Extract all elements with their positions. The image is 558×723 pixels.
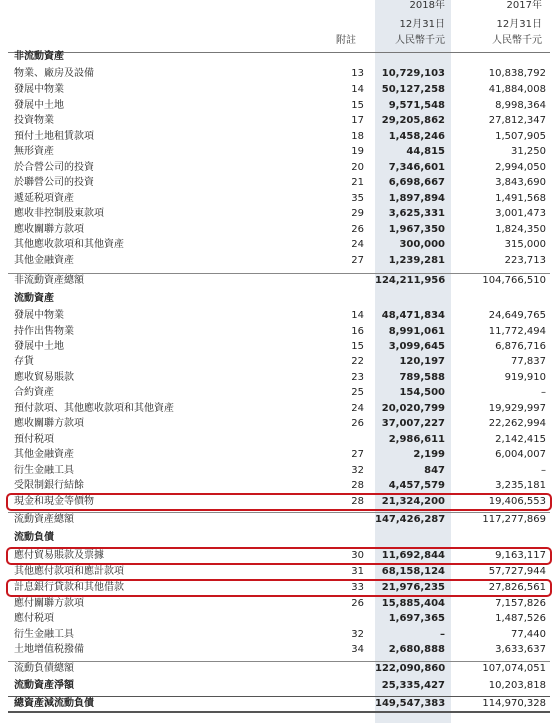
- row-note: 21: [351, 177, 364, 188]
- row-label: 流動負債總額: [14, 663, 74, 674]
- value-2018: 1,458,246: [388, 131, 445, 142]
- line-item-row: [8, 114, 550, 128]
- row-label: 土地增值税撥備: [14, 644, 84, 655]
- row-label: 非流動資產總額: [14, 275, 84, 286]
- value-2017: 77,837: [511, 356, 546, 367]
- value-2018: 21,976,235: [381, 582, 445, 593]
- total-row: [8, 273, 550, 288]
- row-label: 其他應付款項和應計款項: [14, 566, 124, 577]
- value-2017: 10,838,792: [488, 68, 546, 79]
- row-label: 計息銀行貸款和其他借款: [14, 582, 124, 593]
- row-label: 存貨: [14, 356, 34, 367]
- row-label: 發展中物業: [14, 84, 64, 95]
- row-label: 發展中土地: [14, 100, 64, 111]
- value-2017: 1,487,526: [495, 613, 546, 624]
- value-2017: 27,812,347: [488, 115, 546, 126]
- line-item-row: [8, 130, 550, 144]
- value-2017: 7,157,826: [495, 598, 546, 609]
- line-item-row: [8, 83, 550, 97]
- row-note: 28: [351, 496, 364, 507]
- line-item-row: [8, 417, 550, 431]
- value-2017: 3,001,473: [495, 208, 546, 219]
- value-2018: 120,197: [399, 356, 445, 367]
- row-label: 預付土地租賃款項: [14, 131, 94, 142]
- row-label: 其他應收款項和其他資產: [14, 239, 124, 250]
- value-2018: 21,324,200: [381, 496, 445, 507]
- value-2018: 154,500: [399, 387, 445, 398]
- column-2018-date: 12月31日: [399, 18, 445, 30]
- value-2018: 1,239,281: [388, 255, 445, 266]
- column-2017-date: 12月31日: [496, 18, 542, 30]
- value-2017: 1,491,568: [495, 193, 546, 204]
- value-2018: 789,588: [399, 372, 445, 383]
- row-label: 流動資產總額: [14, 514, 74, 525]
- highlight-box: [6, 579, 552, 597]
- line-item-row: [8, 479, 550, 493]
- line-item-row: [8, 340, 550, 354]
- value-2017: 8,998,364: [495, 100, 546, 111]
- row-label: 應收關聯方款項: [14, 224, 84, 235]
- line-item-row: [8, 371, 550, 385]
- total-row: [8, 679, 550, 693]
- row-label: 投資物業: [14, 115, 54, 126]
- row-note: 26: [351, 598, 364, 609]
- row-note: 25: [351, 387, 364, 398]
- value-2018: 300,000: [399, 239, 445, 250]
- value-2017: 6,004,007: [495, 449, 546, 460]
- row-note: 17: [351, 115, 364, 126]
- row-note: 26: [351, 418, 364, 429]
- section-heading: [8, 292, 550, 306]
- value-2017: 315,000: [504, 239, 546, 250]
- row-label: 應付税項: [14, 613, 54, 624]
- row-note: 29: [351, 208, 364, 219]
- line-item-row: [8, 597, 550, 611]
- value-2017: 6,876,716: [495, 341, 546, 352]
- value-2018: 44,815: [406, 146, 445, 157]
- row-note: 31: [351, 566, 364, 577]
- line-item-row: [8, 565, 550, 579]
- value-2017: 77,440: [511, 629, 546, 640]
- row-note: 14: [351, 84, 364, 95]
- line-item-row: [8, 355, 550, 369]
- line-item-row: [8, 643, 550, 657]
- column-2018-year: 2018年: [409, 0, 445, 11]
- row-note: 35: [351, 193, 364, 204]
- value-2018: 2,986,611: [388, 434, 445, 445]
- value-2017: 11,772,494: [488, 326, 546, 337]
- value-2018: 6,698,667: [388, 177, 445, 188]
- line-item-row: [8, 238, 550, 252]
- row-label: 無形資產: [14, 146, 54, 157]
- value-2018: 50,127,258: [381, 84, 445, 95]
- section-heading: [8, 50, 550, 64]
- row-label: 應付關聯方款項: [14, 598, 84, 609]
- value-2018: 2,199: [413, 449, 445, 460]
- value-2017: 3,235,181: [495, 480, 546, 491]
- value-2017: 1,824,350: [495, 224, 546, 235]
- line-item-row: [8, 628, 550, 642]
- value-2018: 1,967,350: [388, 224, 445, 235]
- line-item-row: [8, 325, 550, 339]
- row-note: 30: [351, 550, 364, 561]
- row-label: 衍生金融工具: [14, 629, 74, 640]
- row-note: 15: [351, 100, 364, 111]
- row-note: 34: [351, 644, 364, 655]
- value-2017: 223,713: [504, 255, 546, 266]
- value-2018: 149,547,383: [375, 698, 446, 709]
- row-note: 22: [351, 356, 364, 367]
- highlight-box: [6, 493, 552, 511]
- value-2018: 8,991,061: [388, 326, 445, 337]
- value-2017: 41,884,008: [488, 84, 546, 95]
- line-item-row: [8, 612, 550, 626]
- row-label: 於聯營公司的投資: [14, 177, 94, 188]
- value-2018: 7,346,601: [388, 162, 445, 173]
- row-label: 應付貿易賬款及票據: [14, 550, 104, 561]
- value-2017: 22,262,994: [488, 418, 546, 429]
- line-item-row: [8, 309, 550, 323]
- value-2017: 2,994,050: [495, 162, 546, 173]
- row-note: 27: [351, 255, 364, 266]
- row-label: 持作出售物業: [14, 326, 74, 337]
- row-note: 27: [351, 449, 364, 460]
- value-2018: 147,426,287: [375, 514, 446, 525]
- row-note: 15: [351, 341, 364, 352]
- value-2018: 10,729,103: [381, 68, 445, 79]
- value-2018: 9,571,548: [388, 100, 445, 111]
- row-label: 流動資產: [14, 293, 54, 304]
- row-note: 20: [351, 162, 364, 173]
- row-note: 14: [351, 310, 364, 321]
- row-note: 28: [351, 480, 364, 491]
- value-2018: 20,020,799: [381, 403, 445, 414]
- column-2017-year: 2017年: [506, 0, 542, 11]
- row-note: 23: [351, 372, 364, 383]
- row-label: 發展中物業: [14, 310, 64, 321]
- row-note: 24: [351, 403, 364, 414]
- row-label: 受限制銀行結餘: [14, 480, 84, 491]
- line-item-row: [8, 161, 550, 175]
- total-row: [8, 696, 550, 713]
- value-2017: 1,507,905: [495, 131, 546, 142]
- row-note: 32: [351, 629, 364, 640]
- value-2018: 3,625,331: [388, 208, 445, 219]
- row-label: 預付款項、其他應收款項和其他資產: [14, 403, 174, 414]
- value-2017: 104,766,510: [482, 275, 546, 286]
- value-2017: 19,929,997: [488, 403, 546, 414]
- line-item-row: [8, 207, 550, 221]
- value-2018: 25,335,427: [381, 680, 445, 691]
- value-2017: 3,843,690: [495, 177, 546, 188]
- row-label: 其他金融資產: [14, 449, 74, 460]
- line-item-row: [8, 433, 550, 447]
- value-2018: 1,897,894: [388, 193, 445, 204]
- value-2018: 68,158,124: [381, 566, 445, 577]
- note-column-header: 附註: [336, 35, 356, 46]
- total-row: [8, 661, 550, 676]
- row-label: 流動資產淨額: [14, 680, 74, 691]
- row-label: 非流動資產: [14, 51, 64, 62]
- value-2018: 122,090,860: [375, 663, 446, 674]
- row-note: 18: [351, 131, 364, 142]
- row-label: 衍生金融工具: [14, 465, 74, 476]
- line-item-row: [8, 176, 550, 190]
- value-2018: 15,885,404: [381, 598, 445, 609]
- value-2017: 27,826,561: [488, 582, 546, 593]
- row-note: 16: [351, 326, 364, 337]
- value-2017: –: [541, 465, 546, 476]
- value-2017: 24,649,765: [488, 310, 546, 321]
- value-2017: 3,633,637: [495, 644, 546, 655]
- value-2017: 117,277,869: [482, 514, 546, 525]
- highlight-box: [6, 547, 552, 565]
- row-label: 現金和現金等價物: [14, 496, 94, 507]
- value-2017: 919,910: [504, 372, 546, 383]
- value-2017: 114,970,328: [482, 698, 546, 709]
- line-item-row: [8, 254, 550, 268]
- value-2017: 9,163,117: [495, 550, 546, 561]
- row-label: 預付税項: [14, 434, 54, 445]
- line-item-row: [8, 99, 550, 113]
- value-2018: 847: [424, 465, 445, 476]
- row-label: 發展中土地: [14, 341, 64, 352]
- row-note: 26: [351, 224, 364, 235]
- value-2018: 37,007,227: [381, 418, 445, 429]
- value-2018: 4,457,579: [388, 480, 445, 491]
- column-header-2017: [455, 0, 548, 48]
- row-note: 13: [351, 68, 364, 79]
- value-2018: 124,211,956: [375, 275, 446, 286]
- column-2017-unit: 人民幣千元: [492, 35, 542, 46]
- row-label: 物業、廠房及設備: [14, 68, 94, 79]
- line-item-row: [8, 67, 550, 81]
- value-2018: 48,471,834: [381, 310, 445, 321]
- section-heading: [8, 531, 550, 545]
- row-label: 於合營公司的投資: [14, 162, 94, 173]
- row-label: 應收非控制股東款項: [14, 208, 104, 219]
- value-2017: 19,406,553: [488, 496, 546, 507]
- row-note: 32: [351, 465, 364, 476]
- row-label: 合約資產: [14, 387, 54, 398]
- value-2017: 2,142,415: [495, 434, 546, 445]
- value-2018: 1,697,365: [388, 613, 445, 624]
- value-2018: 3,099,645: [388, 341, 445, 352]
- row-note: 24: [351, 239, 364, 250]
- total-row: [8, 512, 550, 527]
- row-label: 應收關聯方款項: [14, 418, 84, 429]
- value-2018: –: [440, 629, 445, 640]
- value-2017: 10,203,818: [488, 680, 546, 691]
- row-label: 總資產減流動負債: [14, 698, 94, 709]
- line-item-row: [8, 464, 550, 478]
- row-label: 流動負債: [14, 532, 54, 543]
- row-label: 應收貿易賬款: [14, 372, 74, 383]
- line-item-row: [8, 448, 550, 462]
- row-note: 33: [351, 582, 364, 593]
- line-item-row: [8, 145, 550, 159]
- value-2018: 11,692,844: [381, 550, 445, 561]
- line-item-row: [8, 386, 550, 400]
- line-item-row: [8, 192, 550, 206]
- row-note: 19: [351, 146, 364, 157]
- value-2017: –: [541, 387, 546, 398]
- column-2018-unit: 人民幣千元: [395, 35, 445, 46]
- row-label: 其他金融資產: [14, 255, 74, 266]
- line-item-row: [8, 402, 550, 416]
- value-2018: 29,205,862: [381, 115, 445, 126]
- row-label: 遞延税項資產: [14, 193, 74, 204]
- value-2017: 31,250: [511, 146, 546, 157]
- value-2017: 57,727,944: [488, 566, 546, 577]
- column-header-2018: [375, 0, 451, 48]
- line-item-row: [8, 223, 550, 237]
- value-2018: 2,680,888: [388, 644, 445, 655]
- value-2017: 107,074,051: [482, 663, 546, 674]
